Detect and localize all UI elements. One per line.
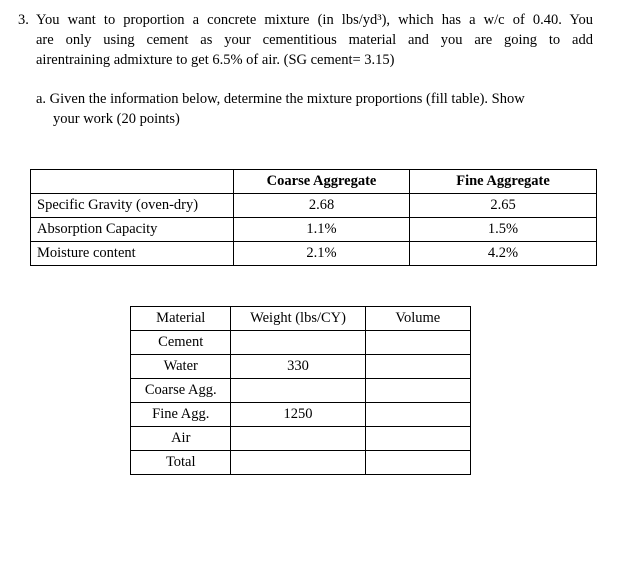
volume-cell <box>365 355 470 379</box>
weight-cell: 330 <box>231 355 365 379</box>
material-name: Total <box>131 451 231 475</box>
mixture-proportions-table <box>130 306 471 475</box>
question-line-3: airentraining admixture to get 6.5% of air. (SG cement= 3.15) <box>36 52 395 68</box>
table-row <box>31 218 597 242</box>
volume-cell <box>365 331 470 355</box>
question-3 <box>18 10 593 70</box>
material-name: Fine Agg. <box>131 403 231 427</box>
part-a <box>36 89 594 129</box>
weight-cell: 1250 <box>231 403 365 427</box>
header-coarse-aggregate: Coarse Aggregate <box>234 170 410 194</box>
volume-cell <box>365 451 470 475</box>
header-fine-aggregate: Fine Aggregate <box>410 170 597 194</box>
volume-cell <box>365 379 470 403</box>
material-name: Coarse Agg. <box>131 379 231 403</box>
table-row <box>31 242 597 266</box>
part-a-line-2: your work (20 points) <box>53 111 180 127</box>
weight-cell <box>231 331 365 355</box>
material-name: Water <box>131 355 231 379</box>
material-name: Cement <box>131 331 231 355</box>
question-text <box>36 10 593 70</box>
volume-cell <box>365 427 470 451</box>
question-number: 3. <box>18 12 29 28</box>
coarse-value: 2.1% <box>234 242 410 266</box>
table-row <box>131 379 471 403</box>
weight-cell <box>231 451 365 475</box>
fine-value: 4.2% <box>410 242 597 266</box>
coarse-value: 1.1% <box>234 218 410 242</box>
row-label: Specific Gravity (oven-dry) <box>31 194 234 218</box>
table-header-row <box>131 307 471 331</box>
aggregate-properties-table <box>30 169 597 266</box>
header-cell-empty <box>31 170 234 194</box>
coarse-value: 2.68 <box>234 194 410 218</box>
fine-value: 1.5% <box>410 218 597 242</box>
table-row <box>31 194 597 218</box>
table-row <box>131 403 471 427</box>
header-volume: Volume <box>365 307 470 331</box>
part-a-line-1: a. Given the information below, determine the mixture proportions (fill table). Show <box>36 91 525 107</box>
fine-value: 2.65 <box>410 194 597 218</box>
material-name: Air <box>131 427 231 451</box>
question-line-2: are only using cement as your cementitious material and you are going to add <box>36 32 593 48</box>
table-row <box>131 355 471 379</box>
table-header-row <box>31 170 597 194</box>
row-label: Absorption Capacity <box>31 218 234 242</box>
weight-cell <box>231 427 365 451</box>
question-line-1: You want to proportion a concrete mixture (in lbs/yd³), which has a w/c of 0.40. You <box>36 12 593 28</box>
table-row <box>131 427 471 451</box>
header-material: Material <box>131 307 231 331</box>
row-label: Moisture content <box>31 242 234 266</box>
weight-cell <box>231 379 365 403</box>
table-row <box>131 451 471 475</box>
header-weight: Weight (lbs/CY) <box>231 307 365 331</box>
volume-cell <box>365 403 470 427</box>
table-row <box>131 331 471 355</box>
